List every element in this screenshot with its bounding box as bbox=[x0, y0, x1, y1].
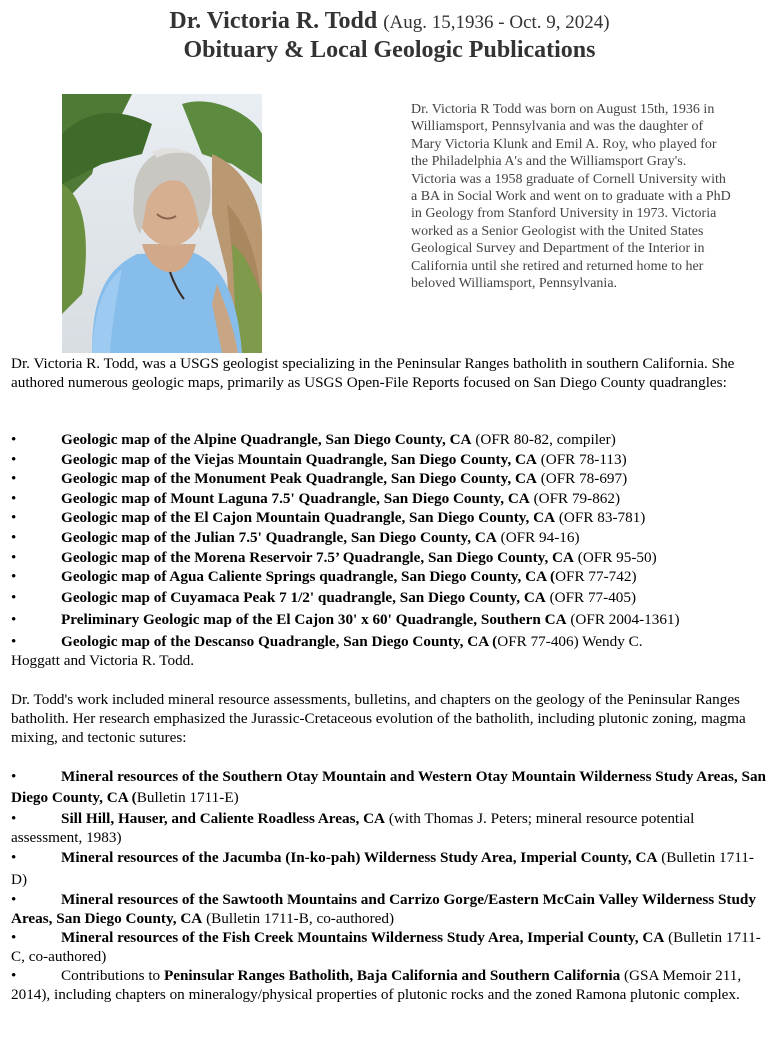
page-title bbox=[0, 6, 779, 38]
bulletin-note: Bulletin 1711-E) bbox=[136, 788, 239, 806]
bullet-icon: • bbox=[11, 891, 17, 908]
list-item bbox=[11, 490, 766, 510]
map-note: (OFR 78-697) bbox=[536, 470, 628, 488]
list-item bbox=[11, 966, 766, 1004]
bullet-icon: • bbox=[11, 528, 17, 546]
map-title: Geologic map of Cuyamaca Peak 7 1/2' quadrangle, San Diego County, CA bbox=[61, 589, 546, 607]
list-item bbox=[11, 451, 766, 471]
maps-list-continuation: Hoggatt and Victoria R. Todd. bbox=[11, 652, 195, 669]
work-paragraph: Dr. Todd's work included mineral resource assessments, bulletins, and chapters on the geology of the Peninsular Ranges batholith. Her research emphasized the Jurassic-Cretaceous evolution of the batholith, including plutonic zoning, magma mixing, and tectonic sutures: bbox=[11, 691, 746, 746]
bullet-icon: • bbox=[11, 450, 17, 468]
bullet-icon: • bbox=[11, 929, 17, 946]
list-item bbox=[11, 470, 766, 490]
bulletin-title: Mineral resources of the Jacumba (In-ko-pah) Wilderness Study Area, Imperial County, CA bbox=[61, 849, 658, 866]
bullet-icon: • bbox=[11, 548, 17, 566]
bulletin-title: Mineral resources of the Southern Otay Mountain and Western Otay Mountain Wilderness Study Areas, San Diego County, CA ( bbox=[11, 768, 767, 806]
map-title: Geologic map of the Julian 7.5' Quadrangle, San Diego County, CA bbox=[61, 528, 497, 546]
bullet-icon: • bbox=[11, 611, 17, 629]
bullet-icon: • bbox=[11, 568, 17, 586]
portrait-photo bbox=[62, 94, 262, 353]
map-title: Geologic map of the Descanso Quadrangle, San Diego County, CA ( bbox=[61, 633, 498, 651]
list-item bbox=[11, 589, 766, 611]
list-item bbox=[11, 890, 766, 928]
bulletin-note: (Bulletin 1711-D) bbox=[11, 849, 754, 888]
bullet-icon: • bbox=[11, 470, 17, 488]
list-item bbox=[11, 431, 766, 451]
list-item bbox=[11, 810, 766, 847]
list-item bbox=[11, 928, 766, 966]
list-item bbox=[11, 847, 766, 890]
bulletin-note: (GSA Memoir 211, 2014), including chapters on mineralogy/physical properties of plutonic rocks and the zoned Ramona plutonic complex. bbox=[11, 967, 742, 1003]
bulletin-title: Mineral resources of the Fish Creek Mountains Wilderness Study Area, Imperial County, CA bbox=[61, 929, 665, 946]
map-note: (OFR 80-82, compiler) bbox=[471, 431, 616, 448]
bulletin-title: Mineral resources of the Sawtooth Mountains and Carrizo Gorge/Eastern McCain Valley Wilderness Study Areas, San Diego County, CA bbox=[11, 891, 756, 927]
bullet-icon: • bbox=[11, 810, 17, 828]
bulletin-note: (Bulletin 1711-C, co-authored) bbox=[11, 929, 761, 965]
geologic-maps-list bbox=[11, 431, 766, 653]
map-note: (OFR 2004-1361) bbox=[566, 611, 680, 629]
intro-paragraph: Dr. Victoria R. Todd, was a USGS geologist specializing in the Peninsular Ranges batholith in southern California. She authored numerous geologic maps, primarily as USGS Open-File Reports focused on San Diego County quadrangles: bbox=[11, 355, 735, 391]
map-note: (OFR 94-16) bbox=[496, 528, 580, 546]
bullet-icon: • bbox=[11, 489, 17, 507]
bulletin-note: (with Thomas J. Peters; mineral resource potential assessment, 1983) bbox=[11, 810, 695, 846]
map-note: (OFR 78-113) bbox=[536, 450, 627, 468]
bullet-icon: • bbox=[11, 633, 17, 651]
map-note: (OFR 83-781) bbox=[555, 509, 646, 527]
bullet-icon: • bbox=[11, 431, 17, 448]
bulletin-prefix: Contributions to bbox=[61, 967, 164, 984]
map-title: Geologic map of the El Cajon Mountain Quadrangle, San Diego County, CA bbox=[61, 509, 556, 527]
page-subtitle: Obituary & Local Geologic Publications bbox=[183, 37, 596, 63]
list-item bbox=[11, 549, 766, 569]
bullet-icon: • bbox=[11, 768, 17, 785]
bulletins-list bbox=[11, 767, 766, 1004]
bulletin-note: (Bulletin 1711-B, co-authored) bbox=[202, 910, 395, 927]
map-note: (OFR 95-50) bbox=[573, 548, 657, 566]
bulletin-title: Sill Hill, Hauser, and Caliente Roadless Areas, CA bbox=[61, 810, 386, 828]
map-note: (OFR 79-862) bbox=[529, 489, 621, 507]
map-title: Geologic map of the Morena Reservoir 7.5’ Quadrangle, San Diego County, CA bbox=[61, 548, 574, 566]
list-item bbox=[11, 529, 766, 549]
map-title: Geologic map of the Viejas Mountain Quadrangle, San Diego County, CA bbox=[61, 450, 537, 468]
map-note: OFR 77-742) bbox=[555, 568, 637, 586]
bullet-icon: • bbox=[11, 967, 17, 984]
biography-text: Dr. Victoria R Todd was born on August 15th, 1936 in Williamsport, Pennsylvania and was the daughter of Mary Victoria Klunk and Emil A. Roy, who played for the Philadelphia A's and the Williamsport Gray's. Victoria was a 1958 graduate of Cornell University with a BA in Social Work and went on to graduate with a PhD in Geology from Stanford University in 1973. Victoria worked as a Senior Geologist with the United States Geological Survey and Department of the Interior in California until she retired and returned home to her beloved Williamsport, Pennsylvania. bbox=[411, 102, 731, 292]
bulletin-title: Peninsular Ranges Batholith, Baja California and Southern California bbox=[163, 967, 621, 984]
list-item bbox=[11, 633, 766, 653]
map-note: OFR 77-406) Wendy C. bbox=[497, 633, 643, 651]
bullet-icon: • bbox=[11, 849, 17, 866]
map-title: Geologic map of Mount Laguna 7.5' Quadrangle, San Diego County, CA bbox=[61, 489, 530, 507]
map-title: Geologic map of Agua Caliente Springs quadrangle, San Diego County, CA ( bbox=[61, 568, 556, 586]
map-title: Preliminary Geologic map of the El Cajon 30' x 60' Quadrangle, Southern CA bbox=[61, 611, 567, 629]
bullet-icon: • bbox=[11, 509, 17, 527]
bullet-icon: • bbox=[11, 589, 17, 607]
person-name: Dr. Victoria R. Todd bbox=[169, 8, 378, 34]
map-title: Geologic map of the Alpine Quadrangle, San Diego County, CA bbox=[61, 431, 472, 448]
list-item bbox=[11, 767, 766, 808]
map-title: Geologic map of the Monument Peak Quadrangle, San Diego County, CA bbox=[61, 470, 537, 488]
list-item bbox=[11, 611, 766, 633]
list-item bbox=[11, 509, 766, 529]
list-item bbox=[11, 568, 766, 589]
life-dates: (Aug. 15,1936 - Oct. 9, 2024) bbox=[383, 12, 610, 33]
map-note: (OFR 77-405) bbox=[545, 589, 637, 607]
